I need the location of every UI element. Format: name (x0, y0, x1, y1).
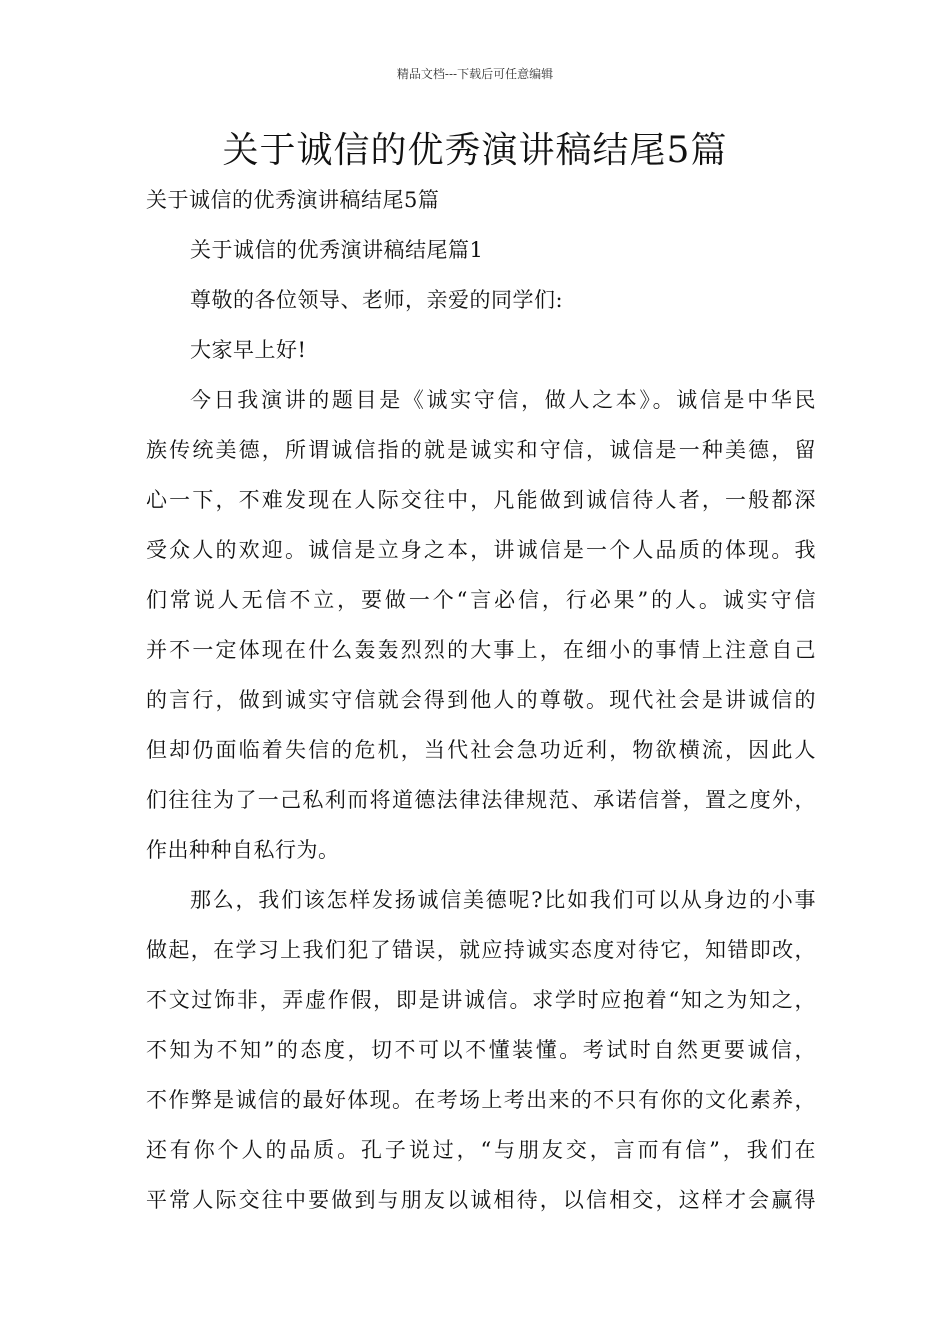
paragraph-line: 们常说人无信不立，要做一个“言必信，行必果”的人。诚实守信 (146, 588, 816, 612)
paragraph-line: 还有你个人的品质。孔子说过，“与朋友交，言而有信”，我们在 (146, 1138, 816, 1162)
paragraph-line: 不文过饰非，弄虚作假，即是讲诚信。求学时应抱着“知之为知之， (146, 988, 816, 1012)
page-header-note: 精品文档---下载后可任意编辑 (396, 67, 554, 81)
paragraph-line: 作出种种自私行为。 (146, 838, 340, 862)
paragraph-line: 族传统美德，所谓诚信指的就是诚实和守信，诚信是一种美德，留 (146, 438, 816, 462)
paragraph-line: 受众人的欢迎。诚信是立身之本，讲诚信是一个人品质的体现。我 (146, 538, 816, 562)
paragraph-line: 不作弊是诚信的最好体现。在考场上考出来的不只有你的文化素养， (146, 1088, 816, 1112)
document-body (146, 180, 816, 1230)
section-heading: 关于诚信的优秀演讲稿结尾篇1 (190, 238, 484, 262)
paragraph-line: 那么，我们该怎样发扬诚信美德呢?比如我们可以从身边的小事 (190, 888, 816, 912)
paragraph-line: 们往往为了一己私利而将道德法律法律规范、承诺信誉，置之度外， (146, 788, 816, 812)
paragraph-line: 但却仍面临着失信的危机，当代社会急功近利，物欲横流，因此人 (146, 738, 816, 762)
paragraph-line: 平常人际交往中要做到与朋友以诚相待，以信相交，这样才会赢得 (146, 1188, 816, 1212)
salutation-line: 尊敬的各位领导、老师，亲爱的同学们: (190, 288, 564, 312)
greeting-line: 大家早上好! (190, 338, 307, 362)
paragraph-line: 今日我演讲的题目是《诚实守信，做人之本》。诚信是中华民 (190, 388, 816, 412)
paragraph-line: 不知为不知”的态度，切不可以不懂装懂。考试时自然更要诚信， (146, 1038, 816, 1062)
paragraph-line: 并不一定体现在什么轰轰烈烈的大事上，在细小的事情上注意自己 (146, 638, 816, 662)
subtitle-line: 关于诚信的优秀演讲稿结尾5篇 (146, 188, 440, 212)
document-title: 关于诚信的优秀演讲稿结尾5篇 (222, 130, 728, 171)
paragraph-line: 的言行，做到诚实守信就会得到他人的尊敬。现代社会是讲诚信的 (146, 688, 816, 712)
paragraph-line: 心一下，不难发现在人际交往中，凡能做到诚信待人者，一般都深 (146, 488, 816, 512)
paragraph-line: 做起，在学习上我们犯了错误，就应持诚实态度对待它，知错即改， (146, 938, 816, 962)
